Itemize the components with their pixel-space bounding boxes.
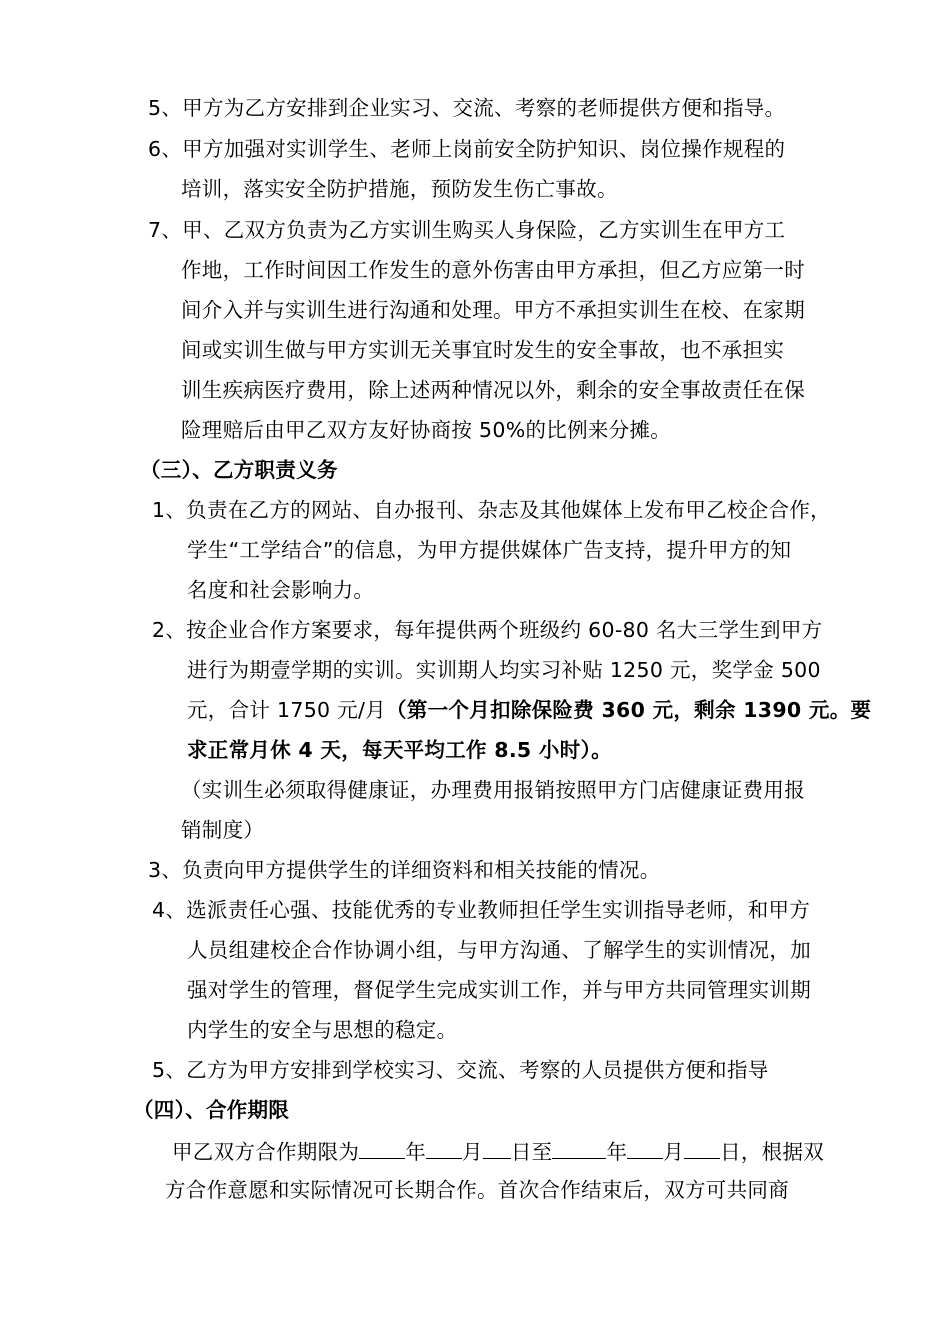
clause-7-line-4: 间或实训生做与甲方实训无关事宜时发生的安全事故，也不承担实 [181,338,785,362]
clause-7-line-1: 7、甲、乙双方负责为乙方实训生购买人身保险，乙方实训生在甲方工 [148,218,786,242]
duty-4-line-2: 人员组建校企合作协调小组，与甲方沟通、了解学生的实训情况，加 [187,938,811,962]
duty-2-line-1: 2、按企业合作方案要求，每年提供两个班级约 60-80 名大三学生到甲方 [152,618,823,642]
term-line-2: 方合作意愿和实际情况可长期合作。首次合作结束后，双方可共同商 [165,1178,789,1202]
duty-4-line-1: 4、选派责任心强、技能优秀的专业教师担任学生实训指导老师，和甲方 [152,898,811,922]
duty-2-line-3-bold: （第一个月扣除保险费 360 元，剩余 1390 元。要 [386,698,872,722]
day-blank-1[interactable] [483,1136,511,1159]
duty-2-note-line-2: 销制度） [181,818,265,842]
duty-3-line-1: 3、负责向甲方提供学生的详细资料和相关技能的情况。 [148,858,661,882]
duty-4-line-4: 内学生的安全与思想的稳定。 [187,1018,458,1042]
month-blank-1[interactable] [426,1136,462,1159]
duty-2-line-3 [187,696,871,724]
duty-1-line-1: 1、负责在乙方的网站、自办报刊、杂志及其他媒体上发布甲乙校企合作， [152,498,831,522]
term-end-text: 日，根据双 [720,1140,825,1164]
year-label-2: 年 [606,1140,628,1164]
day-blank-2[interactable] [684,1136,720,1159]
duty-4-line-3: 强对学生的管理，督促学生完成实训工作，并与甲方共同管理实训期 [187,978,811,1002]
duty-2-line-4: 求正常月休 4 天，每天平均工作 8.5 小时）。 [187,738,612,762]
clause-7-line-6: 险理赔后由甲乙双方友好协商按 50%的比例来分摊。 [181,418,672,442]
clause-6-line-2: 培训，落实安全防护措施，预防发生伤亡事故。 [181,177,618,201]
clause-5-line-1: 5、甲方为乙方安排到企业实习、交流、考察的老师提供方便和指导。 [148,96,786,120]
month-label-1: 月 [462,1140,483,1164]
section-4-heading: （四）、合作期限 [133,1098,290,1122]
duty-1-line-2: 学生“工学结合”的信息，为甲方提供媒体广告支持，提升甲方的知 [187,538,792,562]
duty-2-note-line-1: （实训生必须取得健康证，办理费用报销按照甲方门店健康证费用报 [181,778,805,802]
term-line-1 [172,1136,824,1166]
month-label-2: 月 [663,1140,685,1164]
year-label-1: 年 [405,1140,427,1164]
clause-7-line-2: 作地，工作时间因工作发生的意外伤害由甲方承担，但乙方应第一时 [181,258,805,282]
duty-2-line-2: 进行为期壹学期的实训。实训期人均实习补贴 1250 元，奖学金 500 [187,658,821,682]
year-blank-1[interactable] [359,1136,405,1159]
month-blank-2[interactable] [627,1136,663,1159]
clause-7-line-5: 训生疾病医疗费用，除上述两种情况以外，剩余的安全事故责任在保 [181,378,805,402]
clause-6-line-1: 6、甲方加强对实训学生、老师上岗前安全防护知识、岗位操作规程的 [148,137,786,161]
duty-5-line-1: 5、乙方为甲方安排到学校实习、交流、考察的人员提供方便和指导 [152,1058,769,1082]
day-to-label: 日至 [510,1140,553,1164]
term-start-text: 甲乙双方合作期限为 [172,1140,360,1164]
clause-7-line-3: 间介入并与实训生进行沟通和处理。甲方不承担实训生在校、在家期 [181,298,805,322]
duty-1-line-3: 名度和社会影响力。 [187,578,375,602]
duty-2-line-3-plain: 元，合计 1750 元/月 [187,698,387,722]
section-3-heading: （三）、乙方职责义务 [140,458,338,482]
year-blank-2[interactable] [552,1136,606,1159]
